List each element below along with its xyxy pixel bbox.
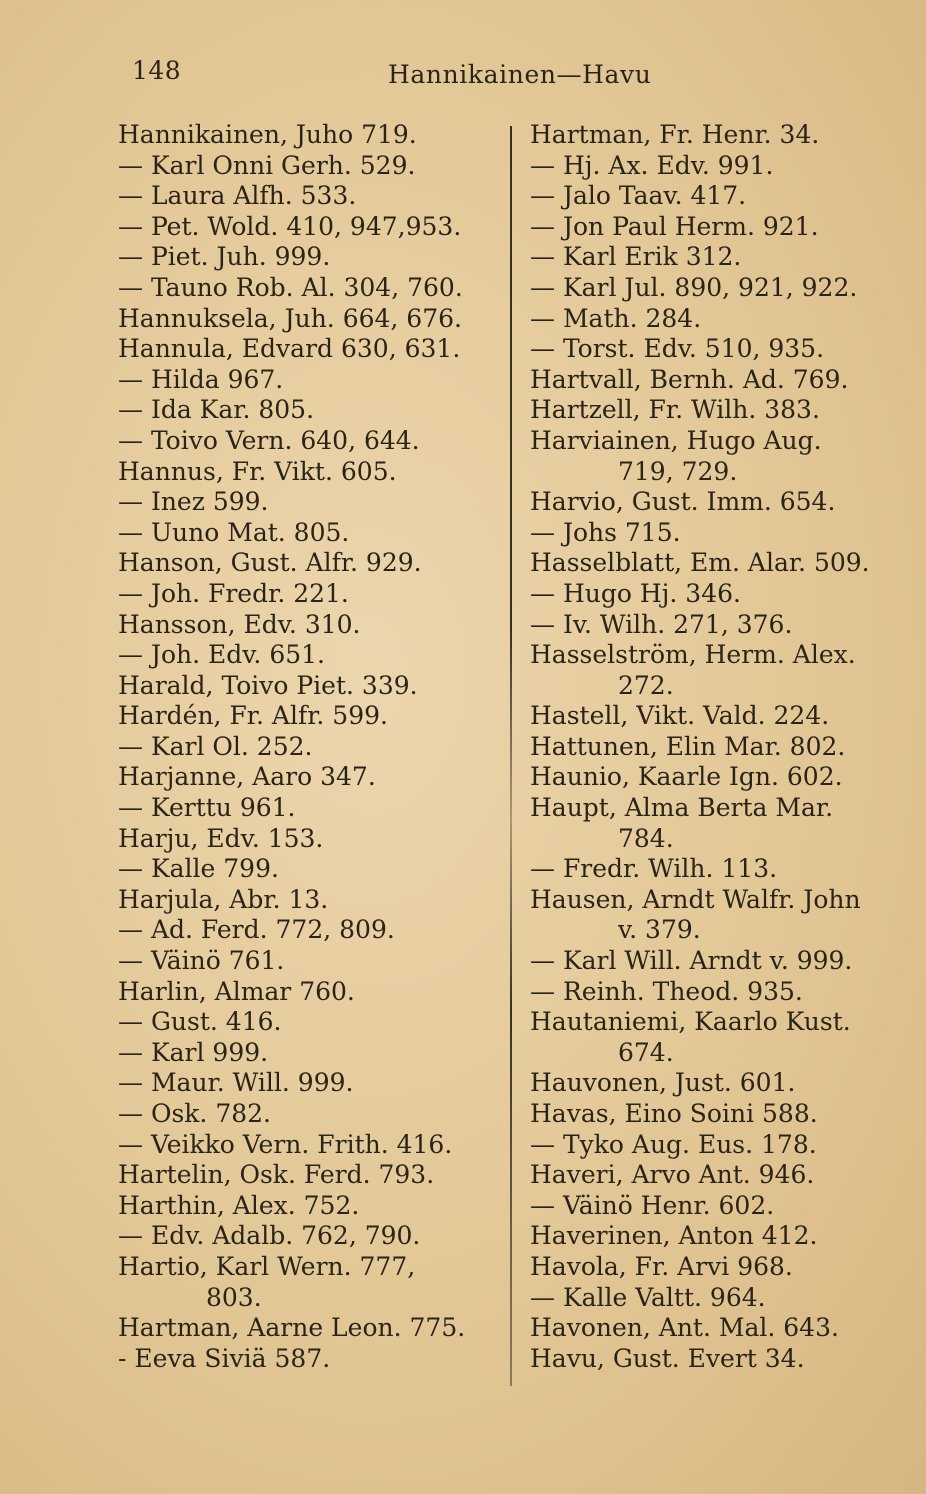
index-entry-continuation: 803. bbox=[206, 1282, 262, 1312]
index-entry: — Iv. Wilh. 271, 376. bbox=[530, 609, 793, 639]
index-entry: — Jon Paul Herm. 921. bbox=[530, 211, 819, 241]
index-entry: — Ida Kar. 805. bbox=[118, 395, 315, 425]
index-entry: — Veikko Vern. Frith. 416. bbox=[118, 1129, 453, 1159]
index-entry: - Eeva Siviä 587. bbox=[118, 1343, 331, 1373]
index-entry: Haunio, Kaarle Ign. 602. bbox=[530, 762, 843, 792]
index-entry-continuation: 674. bbox=[618, 1037, 674, 1067]
index-entry: Harthin, Alex. 752. bbox=[118, 1190, 360, 1220]
index-entry: — Maur. Will. 999. bbox=[118, 1068, 354, 1098]
index-entry: — Karl 999. bbox=[118, 1037, 269, 1067]
index-entry: Hartelin, Osk. Ferd. 793. bbox=[118, 1160, 435, 1190]
index-entry: Havola, Fr. Arvi 968. bbox=[530, 1251, 793, 1281]
index-entry-continuation: 719, 729. bbox=[618, 456, 738, 486]
index-entry: Harviainen, Hugo Aug. bbox=[530, 425, 822, 455]
index-entry: — Torst. Edv. 510, 935. bbox=[530, 334, 825, 364]
index-entry: — Reinh. Theod. 935. bbox=[530, 976, 803, 1006]
index-entry: Harjanne, Aaro 347. bbox=[118, 762, 376, 792]
index-entry: — Johs 715. bbox=[530, 517, 681, 547]
index-entry: — Joh. Fredr. 221. bbox=[118, 578, 349, 608]
index-entry: — Laura Alfh. 533. bbox=[118, 181, 357, 211]
index-entry: — Fredr. Wilh. 113. bbox=[530, 854, 778, 884]
left-column bbox=[118, 120, 503, 1374]
index-entry: Hannikainen, Juho 719. bbox=[118, 120, 417, 149]
index-entry: Harju, Edv. 153. bbox=[118, 823, 324, 853]
index-entry: Hasselblatt, Em. Alar. 509. bbox=[530, 548, 870, 578]
index-entry: — Hugo Hj. 346. bbox=[530, 578, 741, 608]
index-entry: Hausen, Arndt Walfr. John bbox=[530, 884, 861, 914]
index-entry: Harvio, Gust. Imm. 654. bbox=[530, 487, 836, 517]
index-entry: Hartio, Karl Wern. 777, bbox=[118, 1251, 416, 1281]
index-entry: — Hilda 967. bbox=[118, 364, 284, 394]
index-entry: Havu, Gust. Evert 34. bbox=[530, 1343, 805, 1373]
index-entry: — Väinö Henr. 602. bbox=[530, 1190, 775, 1220]
index-entry: Hautaniemi, Kaarlo Kust. bbox=[530, 1007, 851, 1037]
index-entry: Hattunen, Elin Mar. 802. bbox=[530, 731, 846, 761]
index-entry: — Kerttu 961. bbox=[118, 793, 296, 823]
index-entry: — Pet. Wold. 410, 947,953. bbox=[118, 211, 462, 241]
index-entry: — Karl Ol. 252. bbox=[118, 731, 313, 761]
index-entry: — Karl Jul. 890, 921, 922. bbox=[530, 272, 858, 302]
index-entry: — Väinö 761. bbox=[118, 946, 285, 976]
right-column bbox=[530, 120, 915, 1374]
index-entry: Hansson, Edv. 310. bbox=[118, 609, 361, 639]
index-entry: — Edv. Adalb. 762, 790. bbox=[118, 1221, 421, 1251]
index-entry: — Gust. 416. bbox=[118, 1007, 282, 1037]
index-entry: — Tauno Rob. Al. 304, 760. bbox=[118, 272, 463, 302]
index-entry: — Toivo Vern. 640, 644. bbox=[118, 425, 420, 455]
index-entry: Hardén, Fr. Alfr. 599. bbox=[118, 701, 388, 731]
index-entry: — Karl Onni Gerh. 529. bbox=[118, 150, 416, 180]
index-entry: — Kalle 799. bbox=[118, 854, 279, 884]
index-entry: Hartvall, Bernh. Ad. 769. bbox=[530, 364, 849, 394]
index-entry: Hanson, Gust. Alfr. 929. bbox=[118, 548, 422, 578]
index-entry: Harlin, Almar 760. bbox=[118, 976, 355, 1006]
page-header bbox=[0, 56, 926, 96]
index-entry: — Karl Will. Arndt v. 999. bbox=[530, 946, 853, 976]
index-entry: Hartman, Aarne Leon. 775. bbox=[118, 1313, 466, 1343]
index-entry: — Joh. Edv. 651. bbox=[118, 640, 325, 670]
index-entry: Havas, Eino Soini 588. bbox=[530, 1099, 818, 1128]
index-entry: — Hj. Ax. Edv. 991. bbox=[530, 150, 774, 180]
index-entry: — Math. 284. bbox=[530, 303, 702, 333]
running-head: Hannikainen—Havu bbox=[388, 60, 652, 89]
index-entry: — Tyko Aug. Eus. 178. bbox=[530, 1129, 817, 1159]
page-number: 148 bbox=[132, 56, 182, 85]
index-entry: — Uuno Mat. 805. bbox=[118, 517, 350, 547]
index-entry: Hannuksela, Juh. 664, 676. bbox=[118, 303, 462, 333]
index-entry: Hannus, Fr. Vikt. 605. bbox=[118, 456, 397, 486]
index-entry: Havonen, Ant. Mal. 643. bbox=[530, 1313, 839, 1343]
index-entry: — Kalle Valtt. 964. bbox=[530, 1282, 766, 1312]
index-entry: Hartman, Fr. Henr. 34. bbox=[530, 120, 820, 149]
index-entry: Hastell, Vikt. Vald. 224. bbox=[530, 701, 830, 731]
column-divider bbox=[510, 126, 512, 1386]
index-entry: Harjula, Abr. 13. bbox=[118, 884, 329, 914]
index-entry: Harald, Toivo Piet. 339. bbox=[118, 670, 418, 700]
index-entry: — Jalo Taav. 417. bbox=[530, 181, 747, 211]
index-entry: — Inez 599. bbox=[118, 487, 269, 517]
index-entry: Hasselström, Herm. Alex. bbox=[530, 640, 856, 670]
index-entry: — Ad. Ferd. 772, 809. bbox=[118, 915, 395, 945]
index-entry: Hauvonen, Just. 601. bbox=[530, 1068, 796, 1098]
index-entry: Haveri, Arvo Ant. 946. bbox=[530, 1160, 815, 1190]
index-entry: — Piet. Juh. 999. bbox=[118, 242, 331, 272]
index-entry: — Karl Erik 312. bbox=[530, 242, 742, 272]
index-entry-continuation: 784. bbox=[618, 823, 674, 853]
index-entry: Haupt, Alma Berta Mar. bbox=[530, 793, 834, 823]
index-entry: Hartzell, Fr. Wilh. 383. bbox=[530, 395, 820, 425]
index-entry: Haverinen, Anton 412. bbox=[530, 1221, 818, 1251]
index-entry-continuation: v. 379. bbox=[618, 915, 701, 945]
index-entry: — Osk. 782. bbox=[118, 1099, 271, 1128]
index-entry-continuation: 272. bbox=[618, 670, 674, 700]
index-entry: Hannula, Edvard 630, 631. bbox=[118, 334, 461, 364]
